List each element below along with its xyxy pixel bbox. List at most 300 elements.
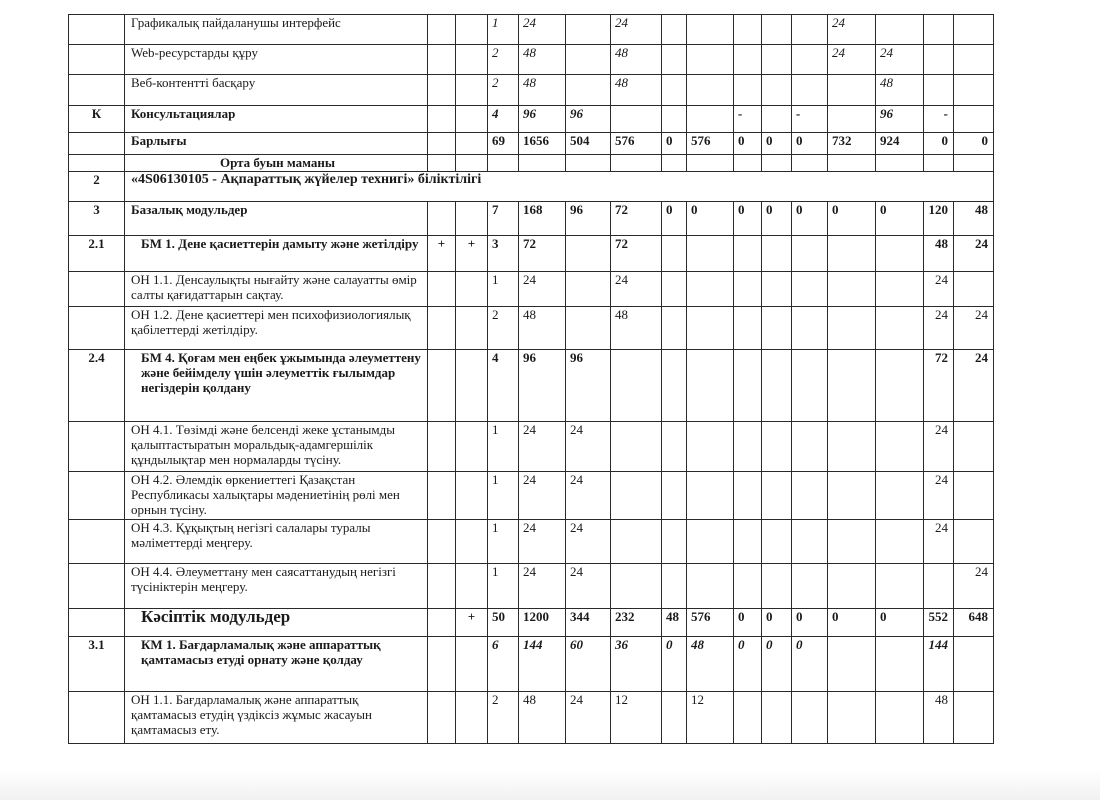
- value-cell: [762, 272, 792, 307]
- value-cell: 144: [924, 637, 954, 692]
- value-cell: [687, 520, 734, 564]
- module-name-cell: БМ 4. Қоғам мен еңбек ұжымында әлеуметтену және бейімделу үшін әлеуметтік ғылымдар негіздерін қолдану: [125, 350, 428, 422]
- row-index-cell: 2.4: [69, 350, 125, 422]
- value-cell: 24: [519, 472, 566, 520]
- value-cell: [954, 272, 994, 307]
- value-cell: 648: [954, 609, 994, 637]
- value-cell: [828, 155, 876, 172]
- value-cell: 48: [519, 307, 566, 350]
- value-cell: [954, 637, 994, 692]
- mark-cell: [428, 45, 456, 75]
- value-cell: [662, 236, 687, 272]
- value-cell: [611, 350, 662, 422]
- curriculum-table: [68, 14, 994, 744]
- value-cell: [734, 236, 762, 272]
- value-cell: [762, 45, 792, 75]
- value-cell: 0: [762, 609, 792, 637]
- mark-cell: +: [456, 236, 488, 272]
- mark-cell: [428, 75, 456, 106]
- value-cell: [734, 564, 762, 609]
- value-cell: [828, 422, 876, 472]
- table-row: [69, 307, 994, 350]
- value-cell: [611, 422, 662, 472]
- table-row: [69, 422, 994, 472]
- value-cell: [792, 45, 828, 75]
- value-cell: [566, 307, 611, 350]
- value-cell: 24: [954, 350, 994, 422]
- value-cell: [687, 106, 734, 133]
- value-cell: [762, 106, 792, 133]
- qualification-title-cell: «4S06130105 - Ақпараттық жүйелер технигі» біліктілігі: [125, 172, 994, 202]
- mark-cell: [456, 422, 488, 472]
- table-row: [69, 472, 994, 520]
- module-name-cell: ОН 4.3. Құқықтың негізгі салалары туралы мәліметтерді меңгеру.: [125, 520, 428, 564]
- row-index-cell: [69, 155, 125, 172]
- value-cell: [488, 155, 519, 172]
- value-cell: [662, 75, 687, 106]
- table-row: [69, 236, 994, 272]
- row-index-cell: К: [69, 106, 125, 133]
- value-cell: [924, 155, 954, 172]
- value-cell: 0: [762, 637, 792, 692]
- value-cell: 24: [876, 45, 924, 75]
- row-index-cell: 2: [69, 172, 125, 202]
- value-cell: [662, 307, 687, 350]
- module-name-cell: ОН 1.1. Бағдарламалық және аппараттық қамтамасыз етудің үздіксіз жұмыс жасауын қамтамасыз ету.: [125, 692, 428, 744]
- row-index-cell: [69, 422, 125, 472]
- module-name-cell: КМ 1. Бағдарламалық және аппараттық қамтамасыз етуді орнату және қолдау: [125, 637, 428, 692]
- value-cell: [566, 45, 611, 75]
- value-cell: 24: [924, 307, 954, 350]
- value-cell: [734, 692, 762, 744]
- value-cell: 0: [876, 609, 924, 637]
- mark-cell: [456, 692, 488, 744]
- table-row: [69, 350, 994, 422]
- value-cell: 552: [924, 609, 954, 637]
- value-cell: [762, 472, 792, 520]
- value-cell: 2: [488, 307, 519, 350]
- value-cell: 0: [792, 609, 828, 637]
- table-row: [69, 133, 994, 155]
- value-cell: [734, 307, 762, 350]
- value-cell: [876, 307, 924, 350]
- value-cell: [762, 236, 792, 272]
- mark-cell: [428, 106, 456, 133]
- value-cell: [566, 155, 611, 172]
- value-cell: [762, 155, 792, 172]
- mark-cell: [428, 133, 456, 155]
- mark-cell: [456, 272, 488, 307]
- value-cell: [611, 520, 662, 564]
- value-cell: 4: [488, 350, 519, 422]
- value-cell: [792, 155, 828, 172]
- row-index-cell: [69, 520, 125, 564]
- module-name-cell: Консультациялар: [125, 106, 428, 133]
- value-cell: 344: [566, 609, 611, 637]
- value-cell: [828, 564, 876, 609]
- module-name-cell: Орта буын маманы: [125, 155, 428, 172]
- value-cell: [687, 236, 734, 272]
- value-cell: [687, 350, 734, 422]
- value-cell: 24: [924, 472, 954, 520]
- mark-cell: [428, 422, 456, 472]
- module-name-cell: ОН 4.4. Әлеуметтану мен саясаттанудың негізгі түсініктерін меңгеру.: [125, 564, 428, 609]
- value-cell: [876, 15, 924, 45]
- value-cell: 4: [488, 106, 519, 133]
- value-cell: 96: [566, 106, 611, 133]
- mark-cell: [456, 75, 488, 106]
- mark-cell: [456, 15, 488, 45]
- module-name-cell: ОН 1.1. Денсаулықты нығайту және салауатты өмір салты қағидаттарын сақтау.: [125, 272, 428, 307]
- value-cell: 48: [876, 75, 924, 106]
- value-cell: 24: [566, 564, 611, 609]
- value-cell: [687, 272, 734, 307]
- value-cell: [734, 350, 762, 422]
- module-name-cell: Барлығы: [125, 133, 428, 155]
- value-cell: 12: [687, 692, 734, 744]
- value-cell: [611, 472, 662, 520]
- value-cell: 24: [611, 15, 662, 45]
- value-cell: [792, 472, 828, 520]
- mark-cell: [428, 472, 456, 520]
- value-cell: [734, 155, 762, 172]
- value-cell: 0: [792, 637, 828, 692]
- value-cell: 144: [519, 637, 566, 692]
- value-cell: [924, 45, 954, 75]
- value-cell: [876, 637, 924, 692]
- row-index-cell: [69, 15, 125, 45]
- value-cell: 48: [924, 236, 954, 272]
- value-cell: 0: [876, 202, 924, 236]
- row-index-cell: [69, 472, 125, 520]
- mark-cell: [456, 45, 488, 75]
- module-name-cell: БМ 1. Дене қасиеттерін дамыту және жетілдіру: [125, 236, 428, 272]
- value-cell: 24: [566, 692, 611, 744]
- value-cell: 24: [924, 422, 954, 472]
- value-cell: 48: [519, 75, 566, 106]
- value-cell: 24: [519, 564, 566, 609]
- mark-cell: [428, 15, 456, 45]
- value-cell: [828, 692, 876, 744]
- mark-cell: [428, 637, 456, 692]
- value-cell: 0: [734, 637, 762, 692]
- mark-cell: [456, 472, 488, 520]
- value-cell: [662, 155, 687, 172]
- module-name-cell: ОН 4.1. Төзімді және белсенді жеке ұстанымды қалыптастыратын моральдық-адамгершілік құндылықтар мен нормаларды түсіну.: [125, 422, 428, 472]
- value-cell: [687, 15, 734, 45]
- value-cell: [954, 45, 994, 75]
- value-cell: [566, 272, 611, 307]
- value-cell: [611, 106, 662, 133]
- value-cell: 48: [924, 692, 954, 744]
- mark-cell: [428, 155, 456, 172]
- value-cell: 0: [734, 133, 762, 155]
- value-cell: [792, 564, 828, 609]
- value-cell: [828, 472, 876, 520]
- mark-cell: [456, 202, 488, 236]
- table-row: [69, 692, 994, 744]
- value-cell: 96: [566, 202, 611, 236]
- row-index-cell: [69, 272, 125, 307]
- mark-cell: [456, 307, 488, 350]
- value-cell: [662, 520, 687, 564]
- value-cell: 24: [519, 422, 566, 472]
- value-cell: [762, 350, 792, 422]
- value-cell: 72: [519, 236, 566, 272]
- value-cell: [792, 422, 828, 472]
- value-cell: 48: [519, 45, 566, 75]
- value-cell: 48: [687, 637, 734, 692]
- row-index-cell: [69, 133, 125, 155]
- row-index-cell: [69, 75, 125, 106]
- value-cell: [828, 307, 876, 350]
- row-index-cell: 3: [69, 202, 125, 236]
- mark-cell: [456, 155, 488, 172]
- value-cell: 0: [954, 133, 994, 155]
- value-cell: [734, 15, 762, 45]
- mark-cell: [456, 350, 488, 422]
- value-cell: 0: [792, 133, 828, 155]
- value-cell: [828, 350, 876, 422]
- value-cell: [954, 692, 994, 744]
- mark-cell: [456, 133, 488, 155]
- value-cell: 48: [611, 307, 662, 350]
- value-cell: [762, 520, 792, 564]
- value-cell: 2: [488, 692, 519, 744]
- module-name-cell: Кәсіптік модульдер: [125, 609, 428, 637]
- row-index-cell: [69, 609, 125, 637]
- value-cell: 0: [762, 202, 792, 236]
- value-cell: 24: [954, 307, 994, 350]
- value-cell: 3: [488, 236, 519, 272]
- value-cell: [662, 472, 687, 520]
- value-cell: 1: [488, 472, 519, 520]
- table-row: [69, 202, 994, 236]
- value-cell: 0: [762, 133, 792, 155]
- row-index-cell: 2.1: [69, 236, 125, 272]
- row-index-cell: [69, 564, 125, 609]
- value-cell: 732: [828, 133, 876, 155]
- value-cell: [876, 422, 924, 472]
- value-cell: [954, 155, 994, 172]
- value-cell: [762, 564, 792, 609]
- value-cell: [662, 350, 687, 422]
- value-cell: 24: [566, 422, 611, 472]
- module-name-cell: Web-ресурстарды құру: [125, 45, 428, 75]
- module-name-cell: Базалық модульдер: [125, 202, 428, 236]
- mark-cell: [428, 564, 456, 609]
- mark-cell: [428, 692, 456, 744]
- value-cell: [734, 472, 762, 520]
- value-cell: 504: [566, 133, 611, 155]
- table-row: [69, 609, 994, 637]
- value-cell: 24: [566, 472, 611, 520]
- value-cell: [662, 272, 687, 307]
- value-cell: 72: [611, 202, 662, 236]
- value-cell: 24: [924, 520, 954, 564]
- value-cell: 168: [519, 202, 566, 236]
- value-cell: 50: [488, 609, 519, 637]
- value-cell: 7: [488, 202, 519, 236]
- mark-cell: [428, 520, 456, 564]
- mark-cell: [428, 307, 456, 350]
- table-row: [69, 272, 994, 307]
- value-cell: 1: [488, 422, 519, 472]
- value-cell: [566, 75, 611, 106]
- table-row: [69, 637, 994, 692]
- value-cell: [954, 75, 994, 106]
- module-name-cell: ОН 4.2. Әлемдік өркениеттегі Қазақстан Республикасы халықтары мәдениетінің рөлі мен орнын түсіну.: [125, 472, 428, 520]
- value-cell: [611, 155, 662, 172]
- value-cell: [876, 472, 924, 520]
- value-cell: 60: [566, 637, 611, 692]
- value-cell: [876, 155, 924, 172]
- value-cell: 1200: [519, 609, 566, 637]
- value-cell: [662, 564, 687, 609]
- value-cell: [792, 236, 828, 272]
- value-cell: 69: [488, 133, 519, 155]
- value-cell: 36: [611, 637, 662, 692]
- value-cell: [687, 472, 734, 520]
- value-cell: -: [792, 106, 828, 133]
- value-cell: [662, 15, 687, 45]
- value-cell: [792, 350, 828, 422]
- value-cell: 24: [611, 272, 662, 307]
- value-cell: [792, 15, 828, 45]
- value-cell: [954, 15, 994, 45]
- mark-cell: [428, 272, 456, 307]
- value-cell: [828, 75, 876, 106]
- table-row: [69, 75, 994, 106]
- mark-cell: [456, 520, 488, 564]
- value-cell: 0: [828, 609, 876, 637]
- value-cell: 1656: [519, 133, 566, 155]
- table-row: [69, 15, 994, 45]
- value-cell: [762, 307, 792, 350]
- value-cell: [662, 692, 687, 744]
- value-cell: [662, 106, 687, 133]
- value-cell: 24: [954, 564, 994, 609]
- table-row: [69, 106, 994, 133]
- value-cell: 12: [611, 692, 662, 744]
- value-cell: 0: [924, 133, 954, 155]
- value-cell: 0: [662, 202, 687, 236]
- value-cell: [762, 692, 792, 744]
- value-cell: 576: [687, 133, 734, 155]
- value-cell: 24: [924, 272, 954, 307]
- value-cell: 576: [687, 609, 734, 637]
- value-cell: [876, 236, 924, 272]
- mark-cell: [428, 609, 456, 637]
- value-cell: 1: [488, 272, 519, 307]
- value-cell: 48: [611, 45, 662, 75]
- value-cell: 0: [662, 133, 687, 155]
- table-row: [69, 564, 994, 609]
- mark-cell: [456, 637, 488, 692]
- table-row: [69, 172, 994, 202]
- row-index-cell: 3.1: [69, 637, 125, 692]
- value-cell: [792, 307, 828, 350]
- value-cell: [792, 75, 828, 106]
- value-cell: 24: [828, 15, 876, 45]
- value-cell: [519, 155, 566, 172]
- page-bottom-edge: [0, 770, 1100, 800]
- value-cell: 232: [611, 609, 662, 637]
- value-cell: -: [734, 106, 762, 133]
- row-index-cell: [69, 692, 125, 744]
- value-cell: [924, 75, 954, 106]
- table-row: [69, 520, 994, 564]
- value-cell: 48: [662, 609, 687, 637]
- module-name-cell: Графикалық пайдаланушы интерфейс: [125, 15, 428, 45]
- value-cell: [734, 422, 762, 472]
- value-cell: 48: [954, 202, 994, 236]
- value-cell: 1: [488, 520, 519, 564]
- value-cell: [734, 272, 762, 307]
- value-cell: [687, 422, 734, 472]
- value-cell: [762, 75, 792, 106]
- module-name-cell: Веб-контентті басқару: [125, 75, 428, 106]
- value-cell: [687, 155, 734, 172]
- value-cell: 24: [566, 520, 611, 564]
- value-cell: 924: [876, 133, 924, 155]
- value-cell: [762, 422, 792, 472]
- value-cell: [662, 422, 687, 472]
- value-cell: 2: [488, 45, 519, 75]
- value-cell: 0: [734, 609, 762, 637]
- value-cell: [876, 520, 924, 564]
- value-cell: [792, 520, 828, 564]
- value-cell: [954, 520, 994, 564]
- table-row: [69, 45, 994, 75]
- value-cell: 1: [488, 564, 519, 609]
- mark-cell: [428, 350, 456, 422]
- value-cell: 24: [828, 45, 876, 75]
- value-cell: 6: [488, 637, 519, 692]
- value-cell: 120: [924, 202, 954, 236]
- value-cell: [566, 15, 611, 45]
- value-cell: [662, 45, 687, 75]
- value-cell: 1: [488, 15, 519, 45]
- value-cell: [687, 307, 734, 350]
- mark-cell: +: [428, 236, 456, 272]
- value-cell: [792, 692, 828, 744]
- value-cell: 72: [611, 236, 662, 272]
- value-cell: 48: [519, 692, 566, 744]
- value-cell: [734, 75, 762, 106]
- value-cell: 0: [828, 202, 876, 236]
- value-cell: [566, 236, 611, 272]
- value-cell: [792, 272, 828, 307]
- value-cell: 72: [924, 350, 954, 422]
- value-cell: [828, 106, 876, 133]
- value-cell: 24: [954, 236, 994, 272]
- value-cell: [876, 350, 924, 422]
- value-cell: 576: [611, 133, 662, 155]
- value-cell: [687, 75, 734, 106]
- mark-cell: +: [456, 609, 488, 637]
- value-cell: [876, 272, 924, 307]
- value-cell: [924, 15, 954, 45]
- value-cell: [954, 472, 994, 520]
- value-cell: 0: [792, 202, 828, 236]
- value-cell: [876, 692, 924, 744]
- mark-cell: [428, 202, 456, 236]
- value-cell: 96: [519, 350, 566, 422]
- value-cell: 96: [519, 106, 566, 133]
- mark-cell: [456, 564, 488, 609]
- value-cell: [828, 520, 876, 564]
